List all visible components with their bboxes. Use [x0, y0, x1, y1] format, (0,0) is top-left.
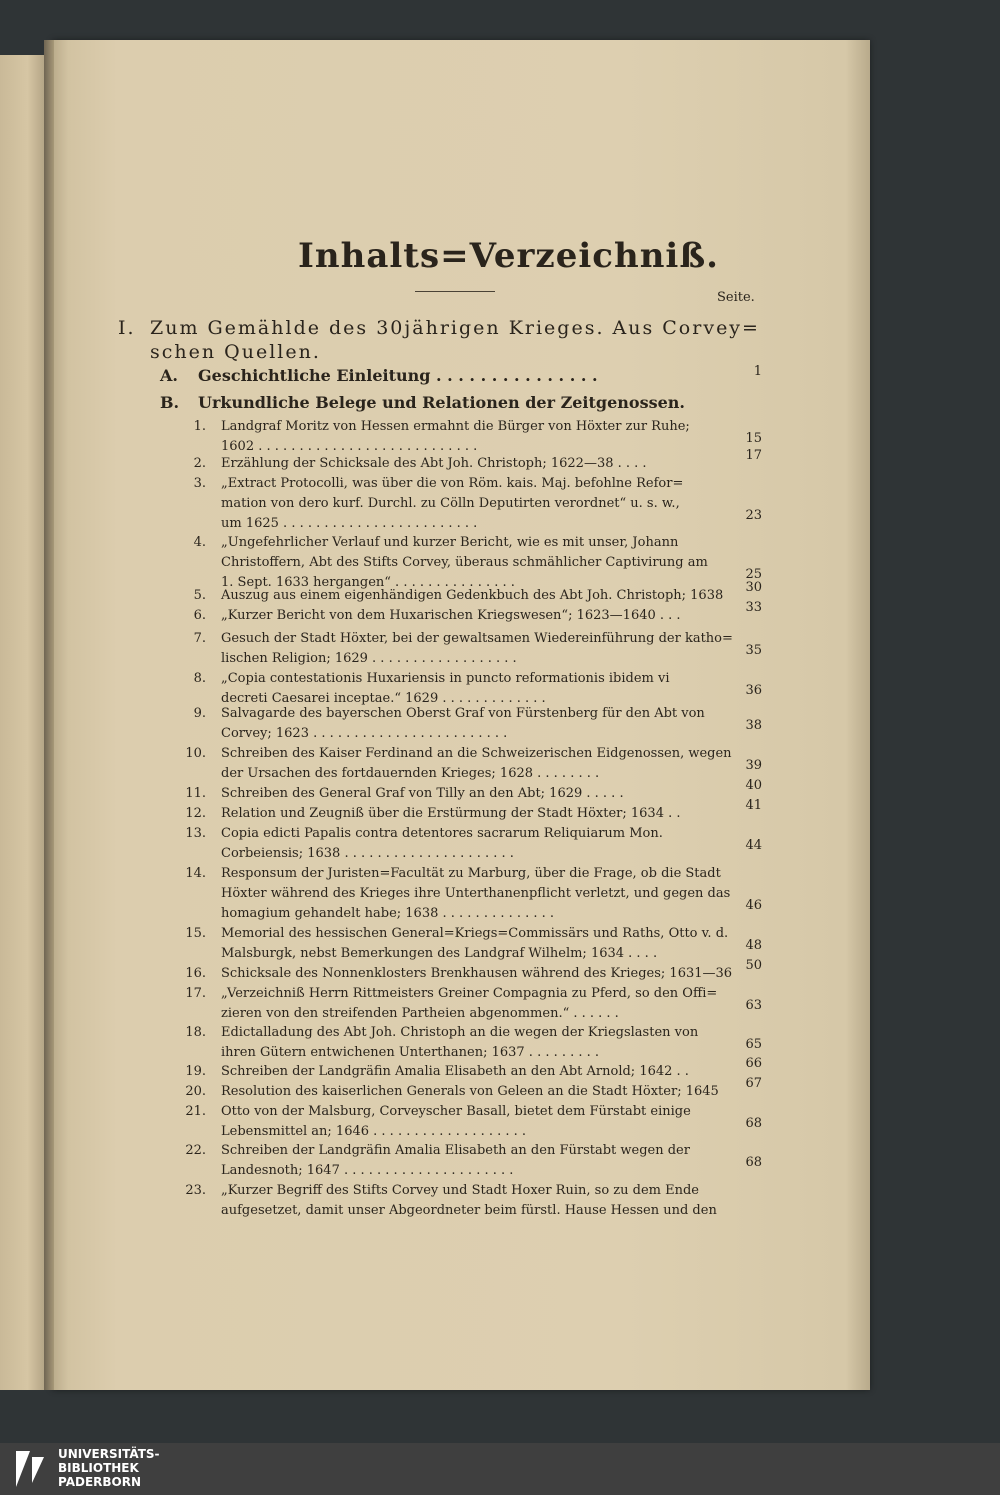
entry-text-line: Schreiben des Kaiser Ferdinand an die Schweizerischen Eidgenossen, wegen: [221, 746, 732, 761]
entry-text-line: „Kurzer Begriff des Stifts Corvey und Stadt Hoxer Ruin, so zu dem Ende: [221, 1183, 699, 1198]
entry-page-number: 44: [745, 838, 762, 853]
entry-text-line: Memorial des hessischen General=Kriegs=Commissärs und Raths, Otto v. d.: [221, 926, 729, 941]
entry-text-line: 1602 . . . . . . . . . . . . . . . . . . . . . . . . . . .: [221, 439, 478, 454]
section-b-label: Urkundliche Belege und Relationen der Zeitgenossen.: [198, 393, 685, 412]
entry-number: 20.: [185, 1084, 206, 1099]
entry-number: 16.: [185, 966, 206, 981]
entry-number: 15.: [185, 926, 206, 941]
entry-text-line: Landgraf Moritz von Hessen ermahnt die Bürger von Höxter zur Ruhe;: [221, 419, 690, 434]
part-title-line1: Zum Gemählde des 30jährigen Krieges. Aus Corvey=: [150, 317, 760, 339]
entry-text-line: Resolution des kaiserlichen Generals von Geleen an die Stadt Höxter; 1645: [221, 1084, 719, 1099]
entry-page-number: 39: [745, 758, 762, 773]
entry-text-line: ihren Gütern entwichenen Unterthanen; 1637 . . . . . . . . .: [221, 1045, 600, 1060]
entry-text-line: Schicksale des Nonnenklosters Brenkhausen während des Krieges; 1631—36: [221, 966, 733, 981]
entry-text-line: Corbeiensis; 1638 . . . . . . . . . . . . . . . . . . . . .: [221, 846, 514, 861]
entry-text-line: aufgesetzet, damit unser Abgeordneter beim fürstl. Hause Hessen und den: [221, 1203, 717, 1218]
entry-page-number: 30: [745, 580, 762, 595]
entry-page-number: 38: [745, 718, 762, 733]
entry-text-line: Landesnoth; 1647 . . . . . . . . . . . . . . . . . . . . .: [221, 1163, 514, 1178]
entry-page-number: 66: [745, 1056, 762, 1071]
page-title: Inhalts=Verzeichniß.: [298, 236, 720, 276]
entry-text-line: Schreiben der Landgräfin Amalia Elisabeth an den Fürstabt wegen der: [221, 1143, 690, 1158]
entry-text-line: Otto von der Malsburg, Corveyscher Basall, bietet dem Fürstabt einige: [221, 1104, 691, 1119]
entry-number: 12.: [185, 806, 206, 821]
entry-number: 7.: [193, 631, 206, 646]
entry-text-line: Edictalladung des Abt Joh. Christoph an die wegen der Kriegslasten von: [221, 1025, 699, 1040]
entry-text-line: Copia edicti Papalis contra detentores sacrarum Reliquiarum Mon.: [221, 826, 663, 841]
library-logo-text: [58, 1447, 160, 1489]
entry-number: 2.: [193, 456, 206, 471]
entry-page-number: 67: [745, 1076, 762, 1091]
entry-page-number: 35: [745, 643, 762, 658]
entry-number: 9.: [193, 706, 206, 721]
entry-number: 19.: [185, 1064, 206, 1079]
left-page-edge: [0, 55, 50, 1390]
entry-text-line: „Verzeichniß Herrn Rittmeisters Greiner Compagnia zu Pferd, so den Offi=: [221, 986, 718, 1001]
entry-page-number: 33: [745, 600, 762, 615]
section-a-label: Geschichtliche Einleitung . . . . . . . . . . . . . . .: [198, 366, 598, 385]
entry-text-line: homagium gehandelt habe; 1638 . . . . . . . . . . . . . .: [221, 906, 555, 921]
entry-number: 21.: [185, 1104, 206, 1119]
entry-text-line: Erzählung der Schicksale des Abt Joh. Christoph; 1622—38 . . . .: [221, 456, 647, 471]
entry-number: 11.: [185, 786, 206, 801]
entry-number: 8.: [193, 671, 206, 686]
entry-number: 6.: [193, 608, 206, 623]
section-b-letter: B.: [160, 393, 180, 412]
entry-page-number: 50: [745, 958, 762, 973]
section-a-page: 1: [753, 364, 762, 379]
entry-text-line: Responsum der Juristen=Facultät zu Marburg, über die Frage, ob die Stadt: [221, 866, 721, 881]
entry-text-line: Schreiben des General Graf von Tilly an den Abt; 1629 . . . . .: [221, 786, 624, 801]
page-column-label: Seite.: [717, 290, 755, 305]
entry-number: 14.: [185, 866, 206, 881]
entry-page-number: 40: [745, 778, 762, 793]
entry-text-line: Auszug aus einem eigenhändigen Gedenkbuch des Abt Joh. Christoph; 1638: [221, 588, 724, 603]
entry-page-number: 46: [745, 898, 762, 913]
entry-text-line: Gesuch der Stadt Höxter, bei der gewaltsamen Wiedereinführung der katho=: [221, 631, 733, 646]
entry-text-line: um 1625 . . . . . . . . . . . . . . . . . . . . . . . .: [221, 516, 478, 531]
entry-number: 10.: [185, 746, 206, 761]
entry-number: 18.: [185, 1025, 206, 1040]
entry-page-number: 15: [745, 431, 762, 446]
entry-text-line: Höxter während des Krieges ihre Unterthanenpflicht verletzt, und gegen das: [221, 886, 731, 901]
logo-line2: BIBLIOTHEK: [58, 1461, 139, 1475]
entry-text-line: decreti Caesarei inceptae.“ 1629 . . . . . . . . . . . . .: [221, 691, 546, 706]
entry-page-number: 68: [745, 1116, 762, 1131]
entry-number: 22.: [185, 1143, 206, 1158]
entry-text-line: Corvey; 1623 . . . . . . . . . . . . . . . . . . . . . . . .: [221, 726, 508, 741]
entry-page-number: 25: [745, 567, 762, 582]
entry-page-number: 63: [745, 998, 762, 1013]
entry-text-line: Relation und Zeugniß über die Erstürmung der Stadt Höxter; 1634 . .: [221, 806, 681, 821]
entry-page-number: 68: [745, 1155, 762, 1170]
entry-number: 5.: [193, 588, 206, 603]
entry-text-line: der Ursachen des fortdauernden Krieges; 1628 . . . . . . . .: [221, 766, 600, 781]
part-numeral: I.: [118, 317, 136, 339]
library-logo-icon: [12, 1449, 48, 1489]
logo-line3: PADERBORN: [58, 1475, 142, 1489]
title-rule: [415, 291, 495, 292]
entry-page-number: 23: [745, 508, 762, 523]
entry-number: 1.: [193, 419, 206, 434]
section-a-letter: A.: [160, 366, 178, 385]
entry-number: 23.: [185, 1183, 206, 1198]
entry-text-line: „Kurzer Bericht von dem Huxarischen Kriegswesen“; 1623—1640 . . .: [221, 608, 681, 623]
entry-text-line: Schreiben der Landgräfin Amalia Elisabeth an den Abt Arnold; 1642 . .: [221, 1064, 689, 1079]
entry-text-line: zieren von den streifenden Partheien abgenommen.“ . . . . . .: [221, 1006, 619, 1021]
book-gutter: [44, 40, 54, 1390]
entry-page-number: 17: [745, 448, 762, 463]
entry-text-line: mation von dero kurf. Durchl. zu Cölln Deputirten verordnet“ u. s. w.,: [221, 496, 680, 511]
entry-text-line: Christoffern, Abt des Stifts Corvey, überaus schmählicher Captivirung am: [221, 555, 708, 570]
entry-page-number: 36: [745, 683, 762, 698]
entry-page-number: 41: [745, 798, 762, 813]
entry-page-number: 65: [745, 1037, 762, 1052]
entry-text-line: „Copia contestationis Huxariensis in puncto reformationis ibidem vi: [221, 671, 670, 686]
entry-text-line: 1. Sept. 1633 hergangen“ . . . . . . . . . . . . . . .: [221, 575, 515, 590]
entry-text-line: lischen Religion; 1629 . . . . . . . . . . . . . . . . . .: [221, 651, 517, 666]
part-title-line2: schen Quellen.: [150, 341, 321, 363]
entry-number: 3.: [193, 476, 206, 491]
entry-text-line: Malsburgk, nebst Bemerkungen des Landgraf Wilhelm; 1634 . . . .: [221, 946, 658, 961]
entry-page-number: 48: [745, 938, 762, 953]
logo-line1: UNIVERSITÄTS-: [58, 1447, 160, 1461]
entry-number: 13.: [185, 826, 206, 841]
entry-number: 4.: [193, 535, 206, 550]
entry-text-line: „Extract Protocolli, was über die von Röm. kais. Maj. befohlne Refor=: [221, 476, 684, 491]
entry-text-line: „Ungefehrlicher Verlauf und kurzer Bericht, wie es mit unser, Johann: [221, 535, 679, 550]
entry-text-line: Salvagarde des bayerschen Oberst Graf von Fürstenberg für den Abt von: [221, 706, 705, 721]
entry-text-line: Lebensmittel an; 1646 . . . . . . . . . . . . . . . . . . .: [221, 1124, 527, 1139]
entry-number: 17.: [185, 986, 206, 1001]
